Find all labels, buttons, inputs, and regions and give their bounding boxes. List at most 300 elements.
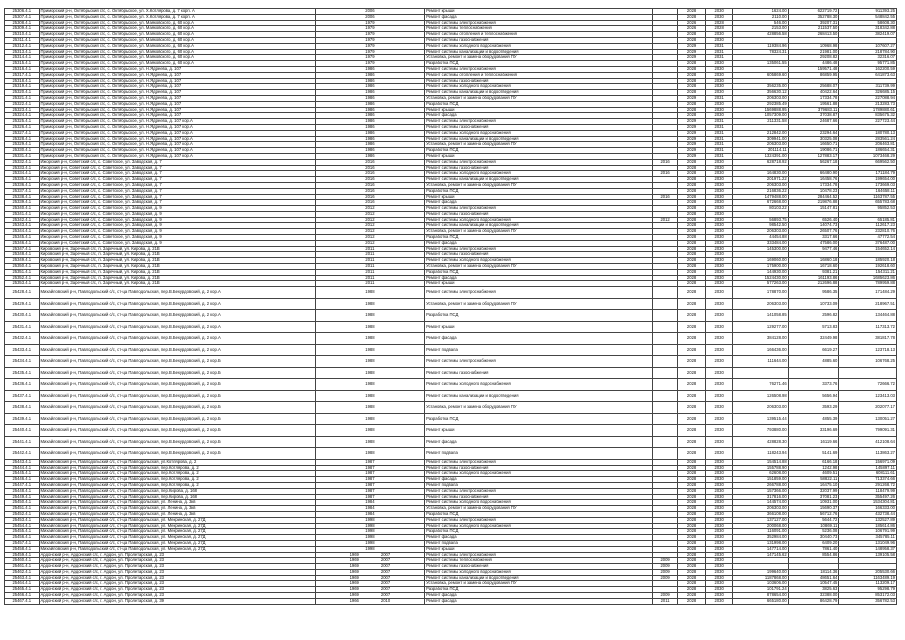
cell-cost: 169060.00 (733, 258, 788, 264)
cell-end-year: 2030 (705, 78, 733, 84)
cell-work-type: Ремонт системы канализации и водоотведения (425, 90, 653, 96)
cell-code: 25353.4.1 (5, 281, 40, 287)
cell-cost: 212842.00 (733, 130, 788, 136)
cell-extra: 9586.35 (788, 287, 839, 299)
cell-work-type: Ремонт системы холодного водоснабжения (425, 43, 653, 49)
cell-work-type: Установка, ремонт и замена оборудования ПУ (425, 581, 653, 587)
cell-total: 311739.99 (839, 84, 897, 90)
cell-cost: 2110.00 (733, 14, 788, 20)
cell-years (315, 425, 424, 437)
cell-code: 25346.4.1 (5, 240, 40, 246)
cell-work-type: Ремонт системы холодного водоснабжения (425, 130, 653, 136)
cell-work-type: Ремонт системы теплоснабжения (425, 558, 653, 564)
cell-build-year: 2016 (365, 165, 375, 170)
cell-total: 95298.79 (839, 587, 897, 593)
cell-address: Михайловский р-н, Павлодольский с/с, ст-ца Павлодольская, пер.Котлярова, д. 2 (39, 482, 315, 488)
cell-address: Ижорский р-н, Советский с/с, с. Советское, ул. Заводская, д. 9 (39, 229, 315, 235)
cell-build-year: 2016 (365, 159, 375, 164)
cell-code: 25326.4.1 (5, 124, 40, 130)
cell-end-year: 2030 (705, 269, 733, 275)
cell-work-type: Разработка ПСД (425, 61, 653, 67)
cell-cost: 137127.00 (733, 517, 788, 523)
cell-cost: 546.00 (733, 20, 788, 26)
cell-work-type: Ремонт системы газоснабжения (425, 564, 653, 570)
cell-start-year: 2029 (678, 136, 706, 142)
cell-cost: 151859.00 (733, 477, 788, 483)
cell-start-year: 2028 (678, 558, 706, 564)
cell-start-year: 2028 (678, 379, 706, 391)
cell-address: Приморский р-н, Октябрьский с/с, с. Октябрьское, ул. Н.Ядреева, д. 107 кор.А (39, 119, 315, 125)
cell-extra: 30440.73 (788, 535, 839, 541)
cell-end-year: 2030 (705, 61, 733, 67)
cell-address: Михайловский р-н, Павлодольский с/с, ст-ца Павлодольская, пер.Котлярова, д. 2 (39, 477, 315, 483)
cell-build-year: 1988 (365, 312, 375, 318)
cell-start-year: 2028 (678, 459, 706, 465)
cell-start-year: 2029 (678, 49, 706, 55)
cell-address: Приморский р-н, Октябрьский с/с, с. Октябрьское, ул. Н.Ядреева, д. 107 кор.А (39, 148, 315, 154)
cell-years (315, 344, 424, 356)
cell-extra: 10733.09 (788, 298, 839, 310)
cell-cost: 78324.31 (733, 49, 788, 55)
cell-start-year: 2028 (678, 229, 706, 235)
cell-total: 345785.11 (839, 535, 897, 541)
cell-work-type: Установка, ремонт и замена оборудования ПУ (425, 402, 653, 414)
cell-years (315, 356, 424, 368)
cell-end-year: 2030 (705, 564, 733, 570)
cell-address: Ардонский р-н, Ардонский с/с, г. Ардон, ул. Пролетарская, д. 23 (39, 587, 315, 593)
cell-build-year: 2011 (365, 269, 375, 274)
cell-total: 47772.54 (839, 235, 897, 241)
cell-cost: 577263.00 (733, 281, 788, 287)
cell-start-year: 2028 (678, 517, 706, 523)
cell-work-type: Ремонт системы электроснабжения (425, 552, 653, 558)
cell-cost: 201971.22 (733, 177, 788, 183)
cell-total: 355497.26 (839, 494, 897, 500)
cell-work-type: Ремонт фасада (425, 240, 653, 246)
cell-code: 25323.4.1 (5, 107, 40, 113)
cell-work-type: Разработка ПСД (425, 101, 653, 107)
cell-total: 131049.96 (839, 540, 897, 546)
cell-cost: 206303.00 (733, 182, 788, 188)
cell-start-year: 2028 (678, 367, 706, 379)
cell-work-type: Разработка ПСД (425, 587, 653, 593)
cell-code: 25308.4.1 (5, 20, 40, 26)
cell-end-year: 2030 (705, 223, 733, 229)
cell-end-year: 2030 (705, 165, 733, 171)
cell-work-type: Ремонт системы электроснабжения (425, 159, 653, 165)
cell-cost: 206303.00 (733, 402, 788, 414)
cell-end-year: 2031 (705, 43, 733, 49)
cell-years (315, 390, 424, 402)
table-row (5, 379, 897, 391)
cell-build-year: 1966 (349, 598, 359, 603)
cell-cost: 206303.00 (733, 142, 788, 148)
cell-cost: 356235.00 (733, 84, 788, 90)
cell-prev-year (652, 390, 677, 402)
cell-total: 164658.11 (839, 188, 897, 194)
cell-code: 25321.4.1 (5, 95, 40, 101)
cell-code: 25324.4.1 (5, 113, 40, 119)
cell-extra: 1242.98 (788, 465, 839, 471)
cell-address: Ижорский р-н, Советский с/с, с. Советское, ул. Заводская, д. 7 (39, 159, 315, 165)
cell-build-year: 2016 (365, 176, 375, 182)
cell-total: 32316.07 (839, 55, 897, 61)
cell-work-type: Ремонт системы канализации и водоотведения (425, 223, 653, 229)
cell-code: 25433.4.1 (5, 344, 40, 356)
cell-total: 112617.23 (839, 223, 897, 229)
cell-start-year: 2028 (678, 413, 706, 425)
cell-address: Михайловский р-н, Павлодольский с/с, ст-ца Павлодольская, пер.В.Бекурдовский, д. 2 кор.Б (39, 367, 315, 379)
cell-end-year: 2028 (705, 20, 733, 26)
cell-years (315, 402, 424, 414)
cell-address: Ардонский р-н, Ардонский с/с, г. Ардон, ул. Пролетарская, д. 23 (39, 581, 315, 587)
cell-start-year: 2029 (678, 142, 706, 148)
cell-extra: 6166.18 (788, 459, 839, 465)
cell-total: 381817.78 (839, 333, 897, 345)
cell-code: 25329.4.1 (5, 142, 40, 148)
cell-work-type: Ремонт системы канализации и водоотведения (425, 49, 653, 55)
cell-total: 1163489.19 (839, 575, 897, 581)
cell-total: 227088.94 (839, 95, 897, 101)
cell-extra: 3373.76 (788, 379, 839, 391)
cell-build-year: 1979 (365, 60, 375, 66)
cell-start-year: 2028 (678, 587, 706, 593)
cell-cost: 164830.00 (733, 171, 788, 177)
cell-total: 799091.31 (839, 425, 897, 437)
cell-code: 25312.4.1 (5, 43, 40, 49)
cell-cost: 76271.46 (733, 379, 788, 391)
cell-work-type: Разработка ПСД (425, 148, 653, 154)
cell-prev-year: 2009 (652, 575, 677, 581)
cell-code: 25311.4.1 (5, 37, 40, 43)
cell-cost: 98542.50 (733, 223, 788, 229)
cell-total: 107607.27 (839, 43, 897, 49)
cell-start-year: 2026 (678, 26, 706, 32)
cell-address: Ижорский р-н, Советский с/с, с. Советское, ул. Заводская, д. 7 (39, 177, 315, 183)
cell-cost: 2153.00 (733, 26, 788, 32)
cell-total: 669562.50 (839, 159, 897, 165)
cell-extra: 56712.76 (788, 511, 839, 517)
cell-build-year: 1988 (365, 427, 375, 433)
cell-prev-year (652, 356, 677, 368)
cell-start-year: 2029 (678, 95, 706, 101)
cell-work-type: Ремонт системы электроснабжения (425, 66, 653, 72)
cell-total: 548842.55 (839, 14, 897, 20)
cell-address: Приморский р-н, Октябрьский с/с, с. Октябрьское, ул. Маяковского, д. 60 кор.А (39, 61, 315, 67)
cell-address: Михайловский р-н, Павлодольский с/с, ст-ца Павлодольская, пер.Котлярова, д. 2 (39, 471, 315, 477)
cell-build-year: 1988 (365, 404, 375, 410)
cell-end-year: 2031 (705, 148, 733, 154)
cell-start-year: 2029 (678, 119, 706, 125)
cell-code: 25438.4.1 (5, 402, 40, 414)
cell-start-year: 2028 (678, 333, 706, 345)
cell-start-year: 2029 (678, 130, 706, 136)
cell-code: 25349.4.1 (5, 258, 40, 264)
cell-code: 25352.4.1 (5, 275, 40, 281)
cell-code: 25460.4.1 (5, 558, 40, 564)
cell-cost: 1479488.00 (733, 194, 788, 200)
cell-code: 25454.4.1 (5, 523, 40, 529)
cell-end-year: 2030 (705, 14, 733, 20)
cell-address: Михайловский р-н, Павлодольский с/с, ст-ца Павлодольская, ул. Мекринская, д. 27Д (39, 546, 315, 552)
cell-prev-year: 2009 (652, 593, 677, 599)
cell-end-year: 2030 (705, 379, 733, 391)
cell-total: 171184.79 (839, 171, 897, 177)
cell-extra: 16650.71 (788, 142, 839, 148)
cell-extra: 127883.17 (788, 153, 839, 159)
cell-build-year: 1986 (365, 95, 375, 100)
cell-work-type: Установка, ремонт и замена оборудования ПУ (425, 55, 653, 61)
cell-address: Ардонский р-н, Ардонский с/с, г. Ардон, ул. Пролетарская, д. 23 (39, 552, 315, 558)
cell-end-year: 2030 (705, 535, 733, 541)
cell-prev-year: 2009 (652, 558, 677, 564)
cell-extra: 622719.72 (788, 9, 839, 15)
table-row (5, 298, 897, 310)
cell-start-year: 2028 (678, 598, 706, 604)
cell-build-year: 1987 (365, 476, 375, 482)
cell-total: 173669.03 (839, 182, 897, 188)
cell-total: 608111.61 (839, 471, 897, 477)
table-row (5, 310, 897, 322)
cell-end-year: 2030 (705, 459, 733, 465)
cell-extra: 29208.82 (788, 55, 839, 61)
table-row (5, 425, 897, 437)
cell-code: 25442.4.1 (5, 448, 40, 460)
cell-code: 25347.4.1 (5, 246, 40, 252)
cell-code: 25430.4.1 (5, 310, 40, 322)
cell-start-year: 2028 (678, 506, 706, 512)
cell-end-year: 2030 (705, 529, 733, 535)
cell-start-year: 2028 (678, 500, 706, 506)
cell-address: Михайловский р-н, Павлодольский с/с, ст-ца Павлодольская, ул. Ленина, д. 3кв (39, 506, 315, 512)
cell-years (315, 436, 424, 448)
cell-work-type: Ремонт системы холодного водоснабжения (425, 258, 653, 264)
cell-extra: 5713.83 (788, 321, 839, 333)
cell-start-year: 2028 (678, 298, 706, 310)
cell-address: Приморский р-н, Октябрьский с/с, с. Октябрьское, ул. Н.Ядреева, д. 107 кор.А (39, 153, 315, 159)
cell-work-type: Ремонт системы газоснабжения (425, 165, 653, 171)
cell-address: Приморский р-н, Октябрьский с/с, с. Октябрьское, ул. Маяковского, д. 60 кор.А (39, 20, 315, 26)
cell-address: Приморский р-н, Октябрьский с/с, с. Октябрьское, ул. Н.Ядреева, д. 107 (39, 72, 315, 78)
cell-build-year: 1988 (365, 369, 375, 375)
cell-prev-year (652, 367, 677, 379)
cell-years (315, 367, 424, 379)
cell-work-type: Разработка ПСД (425, 310, 653, 322)
cell-code: 25332.4.1 (5, 159, 40, 165)
cell-address: Михайловский р-н, Павлодольский с/с, ст-ца Павлодольская, пер.В.Бекурдовский, д. 2 кор.А (39, 344, 315, 356)
cell-address: Михайловский р-н, Павлодольский с/с, ст-ца Павлодольская, ул. Мекринская, д. 27Д (39, 523, 315, 529)
cell-end-year: 2030 (705, 66, 733, 72)
cell-end-year: 2030 (705, 287, 733, 299)
cell-work-type: Установка, ремонт и замена оборудования ПУ (425, 95, 653, 101)
cell-total: 1789880.61 (839, 107, 897, 113)
cell-start-year: 2028 (678, 9, 706, 15)
cell-build-year: 1986 (365, 112, 375, 118)
cell-code: 25462.4.1 (5, 569, 40, 575)
table-row (5, 402, 897, 414)
cell-extra (788, 367, 839, 379)
cell-address: Михайловский р-н, Павлодольский с/с, ст-ца Павлодольская, пер.Кирова, д. 168 (39, 494, 315, 500)
cell-cost: 178870.00 (733, 287, 788, 299)
cell-start-year: 2028 (678, 72, 706, 78)
cell-total: 65185.81 (839, 217, 897, 223)
cell-code: 25337.4.1 (5, 188, 40, 194)
cell-address: Приморский р-н, Октябрьский с/с, с. Октябрьское, ул. Х.Котлярова, д. 7 корп. А (39, 9, 315, 15)
cell-code: 25344.4.1 (5, 229, 40, 235)
cell-code: 25313.4.1 (5, 49, 40, 55)
cell-start-year: 2028 (678, 90, 706, 96)
cell-code: 25428.4.1 (5, 287, 40, 299)
cell-work-type: Ремонт системы электроснабжения (425, 517, 653, 523)
cell-end-year: 2030 (705, 413, 733, 425)
cell-code: 25333.4.1 (5, 165, 40, 171)
cell-end-year: 2030 (705, 390, 733, 402)
cell-build-year: 1986 (365, 147, 375, 153)
cell-code: 25456.4.1 (5, 535, 40, 541)
cell-code: 25334.4.1 (5, 171, 40, 177)
cell-prev-year (652, 448, 677, 460)
cell-cost: 211331.58 (733, 119, 788, 125)
cell-extra: 284464.52 (788, 194, 839, 200)
cell-end-year: 2030 (705, 488, 733, 494)
cell-build-year: 2006 (365, 14, 375, 19)
cell-total: 145897.11 (839, 465, 897, 471)
cell-address: Кировский р-н, Заречный с/с, п. Заречный, ул. Кирова, д. 21В (39, 246, 315, 252)
cell-address: Ижорский р-н, Советский с/с, с. Советское, ул. Заводская, д. 7 (39, 182, 315, 188)
cell-total: 130051.27 (839, 413, 897, 425)
cell-cost: 144574.00 (733, 500, 788, 506)
cell-years (315, 298, 424, 310)
cell-address: Кировский р-н, Заречный с/с, п. Заречный, ул. Кирова, д. 21В (39, 258, 315, 264)
cell-prev-year (652, 287, 677, 299)
cell-extra: 18114.36 (788, 569, 839, 575)
cell-build-year: 1986 (365, 118, 375, 124)
cell-build-year: 1987 (365, 494, 375, 499)
cell-cost: 135061.55 (733, 61, 788, 67)
cell-end-year: 2030 (705, 482, 733, 488)
cell-extra: 159571.48 (788, 66, 839, 72)
cell-address: Михайловский р-н, Павлодольский с/с, ст-ца Павлодольская, пер.В.Бекурдовский, д. 2 кор.А (39, 333, 315, 345)
cell-work-type: Ремонт системы газоснабжения (425, 494, 653, 500)
cell-cost: 1324391.00 (733, 153, 788, 159)
cell-extra: 26507.76 (788, 229, 839, 235)
cell-total (839, 367, 897, 379)
cell-start-year: 2028 (678, 523, 706, 529)
cell-total: 185920.18 (839, 258, 897, 264)
cell-work-type: Ремонт системы холодного водоснабжения (425, 500, 653, 506)
cell-code: 25444.4.1 (5, 465, 40, 471)
cell-address: Михайловский р-н, Павлодольский с/с, ст-ца Павлодольская, ул. Мекринская, д. 27Д (39, 540, 315, 546)
cell-address: Михайловский р-н, Павлодольский с/с, ст-ца Павлодольская, ул. Ленина, д. 3кв (39, 500, 315, 506)
cell-code: 25317.4.1 (5, 72, 40, 78)
cell-work-type: Ремонт крыши (425, 546, 653, 552)
cell-end-year: 2030 (705, 281, 733, 287)
cell-build-year: 1984 (365, 499, 375, 505)
cell-start-year: 2028 (678, 258, 706, 264)
cell-extra: 10869.11 (788, 523, 839, 529)
cell-work-type: Ремонт системы холодного водоснабжения (425, 471, 653, 477)
cell-build-year: 1986 (365, 83, 375, 89)
cell-address: Приморский р-н, Октябрьский с/с, с. Октябрьское, ул. Н.Ядреева, д. 107 кор.А (39, 142, 315, 148)
cell-years (315, 333, 424, 345)
cell-start-year: 2028 (678, 182, 706, 188)
cell-total: 1685623.86 (839, 275, 897, 281)
cell-start-year: 2028 (678, 200, 706, 206)
cell-total: 186654.31 (839, 148, 897, 154)
cell-cost: 80103.22 (733, 206, 788, 212)
cell-start-year: 2029 (678, 55, 706, 61)
cell-start-year: 2029 (678, 153, 706, 159)
cell-end-year: 2030 (705, 9, 733, 15)
cell-code: 25450.4.1 (5, 500, 40, 506)
cell-start-year: 2028 (678, 436, 706, 448)
table-row (5, 333, 897, 345)
cell-start-year: 2028 (678, 529, 706, 535)
cell-work-type: Ремонт фасада (425, 535, 653, 541)
cell-extra: 4486.48 (788, 61, 839, 67)
cell-start-year: 2026 (678, 20, 706, 26)
cell-start-year: 2028 (678, 211, 706, 217)
cell-build-year: 1979 (365, 20, 375, 25)
cell-total: 205530.66 (839, 569, 897, 575)
cell-extra: 5644.72 (788, 517, 839, 523)
cell-reconstruction-year: 2007 (380, 586, 391, 592)
cell-build-year: 1988 (365, 346, 375, 352)
cell-cost: 199640.00 (733, 569, 788, 575)
cell-extra: 2596.82 (788, 310, 839, 322)
cell-start-year: 2028 (678, 269, 706, 275)
cell-end-year: 2030 (705, 540, 733, 546)
cell-code: 25342.4.1 (5, 217, 40, 223)
cell-build-year: 1998 (365, 534, 375, 540)
cell-build-year: 2011 (365, 257, 375, 263)
cell-end-year: 2030 (705, 182, 733, 188)
cell-total: 139105.58 (839, 552, 897, 558)
cell-end-year: 2030 (705, 171, 733, 177)
cell-address: Кировский р-н, Заречный с/с, п. Заречный, ул. Кирова, д. 21В (39, 252, 315, 258)
cell-work-type: Ремонт системы газоснабжения (425, 252, 653, 258)
cell-extra: 40422.64 (788, 90, 839, 96)
cell-start-year: 2028 (678, 246, 706, 252)
cell-address: Приморский р-н, Октябрьский с/с, с. Октябрьское, ул. Н.Ядреева, д. 107 (39, 95, 315, 101)
cell-build-year: 2016 (365, 194, 375, 199)
cell-address: Ардонский р-н, Ардонский с/с, г. Ардон, ул. Пролетарская, д. 23 (39, 558, 315, 564)
cell-build-year: 1998 (365, 546, 375, 551)
cell-build-year: 1979 (365, 49, 375, 54)
cell-build-year: 1986 (365, 101, 375, 106)
cell-work-type: Ремонт фасада (425, 333, 653, 345)
cell-cost (733, 367, 788, 379)
cell-work-type: Установка, ремонт и замена оборудования ПУ (425, 506, 653, 512)
cell-start-year: 2028 (678, 310, 706, 322)
cell-start-year: 2028 (678, 66, 706, 72)
cell-code: 25458.4.1 (5, 546, 40, 552)
cell-cost: 201114.11 (733, 148, 788, 154)
cell-code: 25440.4.1 (5, 425, 40, 437)
cell-work-type: Ремонт системы газоснабжения (425, 367, 653, 379)
cell-build-year: 1986 (365, 107, 375, 112)
cell-total: 835675.32 (839, 113, 897, 119)
cell-code: 25338.4.1 (5, 194, 40, 200)
cell-work-type: Ремонт системы газоснабжения (425, 37, 653, 43)
cell-end-year: 2030 (705, 500, 733, 506)
cell-start-year: 2028 (678, 575, 706, 581)
cell-prev-year: 2009 (652, 569, 677, 575)
cell-start-year: 2029 (678, 124, 706, 130)
cell-address: Ижорский р-н, Советский с/с, с. Советское, ул. Заводская, д. 9 (39, 217, 315, 223)
cell-total: 95771.85 (839, 61, 897, 67)
cell-address: Михайловский р-н, Павлодольский с/с, ст-ца Павлодольская, пер.В.Бекурдовский, д. 2 кор.Б (39, 356, 315, 368)
